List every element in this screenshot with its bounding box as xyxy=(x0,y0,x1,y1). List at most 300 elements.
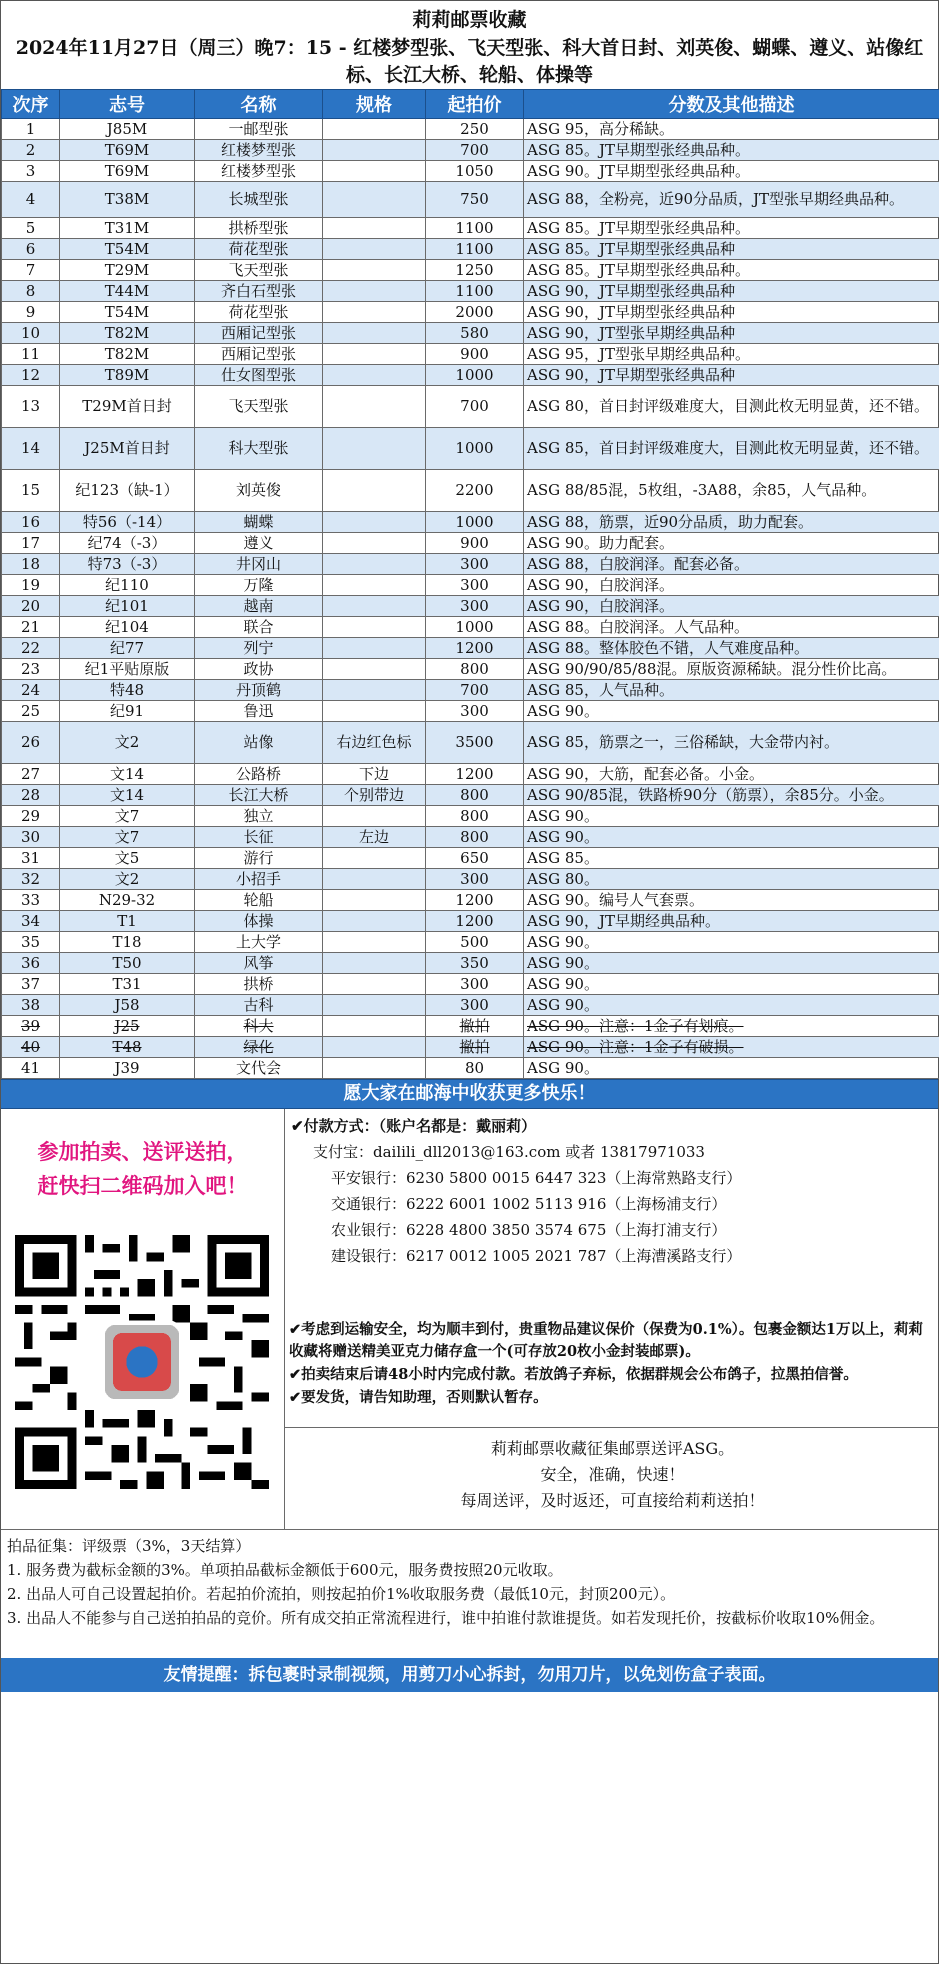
lot-code: 特48 xyxy=(60,680,195,701)
lot-number: 29 xyxy=(2,806,60,827)
lot-description: ASG 90，JT早期型张经典品种 xyxy=(524,302,939,323)
lot-name: 轮船 xyxy=(195,890,323,911)
lot-name: 丹顶鹤 xyxy=(195,680,323,701)
lot-name: 井冈山 xyxy=(195,554,323,575)
lot-start-price: 1050 xyxy=(426,161,524,182)
lot-name: 遵义 xyxy=(195,533,323,554)
lot-start-price: 1250 xyxy=(426,260,524,281)
lot-code: 纪91 xyxy=(60,701,195,722)
lot-code: 文7 xyxy=(60,827,195,848)
lot-number: 22 xyxy=(2,638,60,659)
table-row xyxy=(2,974,939,995)
table-row xyxy=(2,932,939,953)
rule-item: 2. 出品人可自己设置起拍价。若起拍价流拍，则按起拍价1%收取服务费（最低10元，封顶200元）。 xyxy=(7,1585,676,1603)
lot-code: 文7 xyxy=(60,806,195,827)
lot-description: ASG 88，白胶润泽。配套必备。 xyxy=(524,554,939,575)
lot-spec xyxy=(323,911,426,932)
lot-code: 文5 xyxy=(60,848,195,869)
lot-start-price: 700 xyxy=(426,140,524,161)
lot-code: 特56（-14） xyxy=(60,512,195,533)
lot-spec xyxy=(323,260,426,281)
lot-code: T31M xyxy=(60,218,195,239)
lot-name: 红楼梦型张 xyxy=(195,161,323,182)
note-shipping: ✔考虑到运输安全，均为顺丰到付，贵重物品建议保价（保费为0.1%）。包裹金额达1万以上，莉莉收藏将赠送精美亚克力储存盒一个(可存放20枚小金封装邮票)。 xyxy=(289,1321,923,1360)
lot-start-price: 300 xyxy=(426,575,524,596)
lot-code: T69M xyxy=(60,161,195,182)
lot-code: T82M xyxy=(60,344,195,365)
lot-name: 红楼梦型张 xyxy=(195,140,323,161)
lot-description: ASG 85，人气品种。 xyxy=(524,680,939,701)
lot-code: T69M xyxy=(60,140,195,161)
lot-code: J85M xyxy=(60,119,195,140)
table-row xyxy=(2,911,939,932)
lot-start-price: 1100 xyxy=(426,218,524,239)
lot-code: T82M xyxy=(60,323,195,344)
table-row xyxy=(2,827,939,848)
lot-number: 4 xyxy=(2,182,60,218)
lot-spec xyxy=(323,932,426,953)
lot-number: 3 xyxy=(2,161,60,182)
slogan-line: 每周送评，及时返还，可直接给莉莉送拍！ xyxy=(460,1491,765,1510)
lot-start-price: 800 xyxy=(426,659,524,680)
lot-number: 20 xyxy=(2,596,60,617)
alipay-line: 支付宝：dailili_dll2013@163.com 或者 13817971033 xyxy=(313,1143,705,1161)
lot-number: 21 xyxy=(2,617,60,638)
table-row xyxy=(2,323,939,344)
table-row xyxy=(2,1037,939,1058)
bank-line: 农业银行：6228 4800 3850 3574 675（上海打浦支行） xyxy=(331,1221,727,1239)
lot-name: 站像 xyxy=(195,722,323,764)
lot-code: 纪77 xyxy=(60,638,195,659)
table-row xyxy=(2,848,939,869)
lot-start-price: 300 xyxy=(426,596,524,617)
table-row xyxy=(2,806,939,827)
slogan-box xyxy=(285,1427,939,1529)
lot-description: ASG 90。 xyxy=(524,806,939,827)
lot-start-price: 900 xyxy=(426,533,524,554)
lot-spec xyxy=(323,161,426,182)
lot-number: 5 xyxy=(2,218,60,239)
table-row xyxy=(2,218,939,239)
table-row xyxy=(2,161,939,182)
page-title: 莉莉邮票收藏 xyxy=(412,9,527,31)
header-no: 次序 xyxy=(2,90,60,119)
lot-number: 17 xyxy=(2,533,60,554)
note-delivery: ✔要发货，请告知助理，否则默认暂存。 xyxy=(289,1389,548,1406)
table-row xyxy=(2,365,939,386)
lot-number: 7 xyxy=(2,260,60,281)
lot-number: 24 xyxy=(2,680,60,701)
lot-start-price: 900 xyxy=(426,344,524,365)
lot-code: T29M xyxy=(60,260,195,281)
lot-spec xyxy=(323,638,426,659)
lot-number: 38 xyxy=(2,995,60,1016)
lot-number: 12 xyxy=(2,365,60,386)
lot-name: 科大型张 xyxy=(195,428,323,470)
bank-line: 建设银行：6217 0012 1005 2021 787（上海漕溪路支行） xyxy=(331,1247,742,1265)
lot-code: 纪101 xyxy=(60,596,195,617)
lot-code: T48 xyxy=(60,1037,195,1058)
lot-number: 25 xyxy=(2,701,60,722)
header-code: 志号 xyxy=(60,90,195,119)
lot-start-price: 撤拍 xyxy=(426,1037,524,1058)
lot-name: 荷花型张 xyxy=(195,239,323,260)
table-row xyxy=(2,869,939,890)
lot-description: ASG 88，筋票，近90分品质，助力配套。 xyxy=(524,512,939,533)
slogan-line: 安全，准确，快速！ xyxy=(540,1465,685,1484)
lot-description: ASG 90。 xyxy=(524,701,939,722)
lot-code: T44M xyxy=(60,281,195,302)
lot-code: T31 xyxy=(60,974,195,995)
lot-code: T54M xyxy=(60,239,195,260)
lot-spec xyxy=(323,617,426,638)
lot-start-price: 500 xyxy=(426,932,524,953)
table-row xyxy=(2,119,939,140)
lot-number: 15 xyxy=(2,470,60,512)
lot-start-price: 1200 xyxy=(426,638,524,659)
lot-description: ASG 90。编号人气套票。 xyxy=(524,890,939,911)
table-row xyxy=(2,680,939,701)
lot-start-price: 650 xyxy=(426,848,524,869)
lot-spec xyxy=(323,680,426,701)
lot-name: 风筝 xyxy=(195,953,323,974)
table-row xyxy=(2,722,939,764)
lot-number: 6 xyxy=(2,239,60,260)
lot-description: ASG 90，JT早期型张经典品种 xyxy=(524,365,939,386)
reminder-banner: 友情提醒：拆包裹时录制视频，用剪刀小心拆封，勿用刀片，以免划伤盒子表面。 xyxy=(1,1658,938,1692)
lot-number: 1 xyxy=(2,119,60,140)
lot-start-price: 1200 xyxy=(426,911,524,932)
lot-start-price: 1000 xyxy=(426,617,524,638)
lot-name: 绿化 xyxy=(195,1037,323,1058)
lot-code: T38M xyxy=(60,182,195,218)
lot-spec xyxy=(323,596,426,617)
lot-code: T50 xyxy=(60,953,195,974)
lot-description: ASG 88。整体胶色不错，人气难度品种。 xyxy=(524,638,939,659)
lot-start-price: 250 xyxy=(426,119,524,140)
bank-line: 交通银行：6222 6001 1002 5113 916（上海杨浦支行） xyxy=(331,1195,727,1213)
lot-start-price: 800 xyxy=(426,785,524,806)
table-row xyxy=(2,890,939,911)
lot-name: 小招手 xyxy=(195,869,323,890)
lot-spec: 右边红色标 xyxy=(323,722,426,764)
lot-start-price: 800 xyxy=(426,827,524,848)
lot-description: ASG 90，JT型张早期经典品种 xyxy=(524,323,939,344)
lot-number: 10 xyxy=(2,323,60,344)
lot-name: 联合 xyxy=(195,617,323,638)
table-row xyxy=(2,428,939,470)
lot-name: 飞天型张 xyxy=(195,386,323,428)
lot-code: 文14 xyxy=(60,785,195,806)
lot-number: 18 xyxy=(2,554,60,575)
lot-start-price: 800 xyxy=(426,806,524,827)
lot-code: J25 xyxy=(60,1016,195,1037)
lot-start-price: 3500 xyxy=(426,722,524,764)
rule-item: 1. 服务费为截标金额的3%。单项拍品截标金额低于600元，服务费按照20元收取。 xyxy=(7,1561,563,1579)
table-row xyxy=(2,995,939,1016)
lot-name: 西厢记型张 xyxy=(195,344,323,365)
lot-start-price: 1200 xyxy=(426,890,524,911)
lot-spec xyxy=(323,281,426,302)
payment-heading: ✔付款方式：（账户名都是：戴丽莉） xyxy=(291,1117,537,1135)
lot-number: 30 xyxy=(2,827,60,848)
lot-description: ASG 90。 xyxy=(524,1058,939,1079)
table-row xyxy=(2,617,939,638)
lot-name: 越南 xyxy=(195,596,323,617)
lot-description: ASG 88/85混，5枚组，-3A88，余85，人气品种。 xyxy=(524,470,939,512)
lot-description: ASG 90/90/85/88混。原版资源稀缺。混分性价比高。 xyxy=(524,659,939,680)
lot-code: 纪1平贴原版 xyxy=(60,659,195,680)
lot-spec xyxy=(323,119,426,140)
lot-name: 仕女图型张 xyxy=(195,365,323,386)
rule-item: 3. 出品人不能参与自己送拍拍品的竞价。所有成交拍正常流程进行，谁中拍谁付款谁提货。如若发现托价，按截标价收取10%佣金。 xyxy=(7,1609,885,1627)
lot-number: 28 xyxy=(2,785,60,806)
lot-name: 文代会 xyxy=(195,1058,323,1079)
lot-description: ASG 85。JT早期型张经典品种。 xyxy=(524,140,939,161)
lot-start-price: 80 xyxy=(426,1058,524,1079)
lot-spec xyxy=(323,890,426,911)
lot-spec xyxy=(323,140,426,161)
lot-start-price: 300 xyxy=(426,869,524,890)
lot-name: 万隆 xyxy=(195,575,323,596)
lot-spec: 左边 xyxy=(323,827,426,848)
lot-description: ASG 90。助力配套。 xyxy=(524,533,939,554)
lot-start-price: 580 xyxy=(426,323,524,344)
header-description: 分数及其他描述 xyxy=(524,90,939,119)
table-row xyxy=(2,386,939,428)
lot-start-price: 300 xyxy=(426,701,524,722)
lot-name: 蝴蝶 xyxy=(195,512,323,533)
lot-number: 35 xyxy=(2,932,60,953)
lot-code: J58 xyxy=(60,995,195,1016)
shipping-notes xyxy=(289,1319,935,1410)
table-row xyxy=(2,596,939,617)
table-row xyxy=(2,260,939,281)
lot-spec xyxy=(323,428,426,470)
qr-code[interactable] xyxy=(15,1235,269,1489)
lot-spec xyxy=(323,1058,426,1079)
table-row xyxy=(2,701,939,722)
lot-name: 鲁迅 xyxy=(195,701,323,722)
lot-number: 39 xyxy=(2,1016,60,1037)
lot-start-price: 300 xyxy=(426,554,524,575)
table-row xyxy=(2,281,939,302)
lot-description: ASG 90。JT早期型张经典品种。 xyxy=(524,161,939,182)
lot-spec xyxy=(323,806,426,827)
lot-start-price: 1000 xyxy=(426,428,524,470)
lot-start-price: 1000 xyxy=(426,512,524,533)
lot-spec xyxy=(323,218,426,239)
table-row xyxy=(2,554,939,575)
lot-name: 游行 xyxy=(195,848,323,869)
header-name: 名称 xyxy=(195,90,323,119)
lot-number: 16 xyxy=(2,512,60,533)
lot-spec xyxy=(323,869,426,890)
lot-description: ASG 85，筋票之一，三俗稀缺，大金带内衬。 xyxy=(524,722,939,764)
lot-code: 纪104 xyxy=(60,617,195,638)
lot-code: 纪74（-3） xyxy=(60,533,195,554)
lot-code: 特73（-3） xyxy=(60,554,195,575)
lot-name: 荷花型张 xyxy=(195,302,323,323)
table-row xyxy=(2,638,939,659)
lot-number: 27 xyxy=(2,764,60,785)
lot-spec xyxy=(323,701,426,722)
lot-start-price: 撤拍 xyxy=(426,1016,524,1037)
table-row xyxy=(2,785,939,806)
lot-description: ASG 80。 xyxy=(524,869,939,890)
lot-name: 拱桥型张 xyxy=(195,218,323,239)
rules-heading: 拍品征集：评级票（3%，3天结算） xyxy=(7,1537,251,1555)
lot-spec xyxy=(323,182,426,218)
lot-start-price: 750 xyxy=(426,182,524,218)
lot-code: T18 xyxy=(60,932,195,953)
lot-spec xyxy=(323,953,426,974)
lot-number: 33 xyxy=(2,890,60,911)
lot-name: 上大学 xyxy=(195,932,323,953)
lot-number: 40 xyxy=(2,1037,60,1058)
lot-code: T89M xyxy=(60,365,195,386)
lot-description: ASG 90。注意：1金子有划痕。 xyxy=(524,1016,939,1037)
lot-name: 长征 xyxy=(195,827,323,848)
lot-spec xyxy=(323,974,426,995)
lot-name: 政协 xyxy=(195,659,323,680)
lot-code: J39 xyxy=(60,1058,195,1079)
lot-description: ASG 95，JT型张早期经典品种。 xyxy=(524,344,939,365)
lot-name: 独立 xyxy=(195,806,323,827)
lot-number: 14 xyxy=(2,428,60,470)
lot-description: ASG 90，大筋，配套必备。小金。 xyxy=(524,764,939,785)
promo-line-2: 赶快扫二维码加入吧！ xyxy=(37,1173,248,1198)
lot-description: ASG 88，全粉亮，近90分品质，JT型张早期经典品种。 xyxy=(524,182,939,218)
lot-start-price: 350 xyxy=(426,953,524,974)
lot-number: 11 xyxy=(2,344,60,365)
lot-number: 2 xyxy=(2,140,60,161)
lot-spec xyxy=(323,1016,426,1037)
table-row xyxy=(2,575,939,596)
lot-code: 纪110 xyxy=(60,575,195,596)
lot-code: 文2 xyxy=(60,722,195,764)
lots-table xyxy=(1,89,939,1079)
table-row xyxy=(2,533,939,554)
lot-description: ASG 85。JT早期型张经典品种。 xyxy=(524,218,939,239)
lot-description: ASG 90/85混，铁路桥90分（筋票），余85分。小金。 xyxy=(524,785,939,806)
table-row xyxy=(2,953,939,974)
lot-spec xyxy=(323,302,426,323)
lot-spec xyxy=(323,386,426,428)
lot-code: 纪123（缺-1） xyxy=(60,470,195,512)
table-row xyxy=(2,659,939,680)
lot-name: 列宁 xyxy=(195,638,323,659)
lot-description: ASG 95，高分稀缺。 xyxy=(524,119,939,140)
lot-number: 19 xyxy=(2,575,60,596)
payment-info xyxy=(291,1113,936,1269)
table-row xyxy=(2,1058,939,1079)
table-row xyxy=(2,182,939,218)
lot-number: 34 xyxy=(2,911,60,932)
slogan-line: 莉莉邮票收藏征集邮票送评ASG。 xyxy=(490,1439,735,1458)
lot-start-price: 2200 xyxy=(426,470,524,512)
lot-name: 长江大桥 xyxy=(195,785,323,806)
lot-code: T1 xyxy=(60,911,195,932)
promo-line-1: 参加拍卖、送评送拍， xyxy=(37,1139,248,1164)
lot-number: 8 xyxy=(2,281,60,302)
promo-panel xyxy=(1,1109,285,1529)
table-row xyxy=(2,470,939,512)
lot-name: 公路桥 xyxy=(195,764,323,785)
info-section xyxy=(1,1109,938,1530)
lot-spec xyxy=(323,554,426,575)
lot-name: 科大 xyxy=(195,1016,323,1037)
lot-description: ASG 90。 xyxy=(524,953,939,974)
lot-start-price: 700 xyxy=(426,680,524,701)
note-payment-deadline: ✔拍卖结束后请48小时内完成付款。若放鸽子弃标，依据群规会公布鸽子，拉黑拍信誉。 xyxy=(289,1366,858,1383)
lot-description: ASG 90。注意：1金子有破损。 xyxy=(524,1037,939,1058)
lot-spec xyxy=(323,470,426,512)
lot-spec xyxy=(323,512,426,533)
lot-start-price: 2000 xyxy=(426,302,524,323)
lot-spec xyxy=(323,344,426,365)
lot-code: N29-32 xyxy=(60,890,195,911)
lot-name: 刘英俊 xyxy=(195,470,323,512)
lot-name: 西厢记型张 xyxy=(195,323,323,344)
lot-description: ASG 85。JT早期型张经典品种。 xyxy=(524,260,939,281)
lot-description: ASG 90，白胶润泽。 xyxy=(524,575,939,596)
lot-number: 41 xyxy=(2,1058,60,1079)
table-row xyxy=(2,512,939,533)
lot-code: 文2 xyxy=(60,869,195,890)
table-row xyxy=(2,302,939,323)
lot-spec xyxy=(323,1037,426,1058)
lot-code: 文14 xyxy=(60,764,195,785)
table-row xyxy=(2,140,939,161)
table-header-row xyxy=(2,90,939,119)
lot-description: ASG 88。白胶润泽。人气品种。 xyxy=(524,617,939,638)
lot-description: ASG 90。 xyxy=(524,932,939,953)
lot-code: J25M首日封 xyxy=(60,428,195,470)
lot-description: ASG 90，JT早期型张经典品种 xyxy=(524,281,939,302)
header-spec: 规格 xyxy=(323,90,426,119)
lot-spec xyxy=(323,848,426,869)
lot-number: 37 xyxy=(2,974,60,995)
lot-number: 31 xyxy=(2,848,60,869)
lot-name: 齐白石型张 xyxy=(195,281,323,302)
lot-number: 36 xyxy=(2,953,60,974)
bank-line: 平安银行：6230 5800 0015 6447 323（上海常熟路支行） xyxy=(331,1169,742,1187)
table-row xyxy=(2,1016,939,1037)
lot-start-price: 300 xyxy=(426,974,524,995)
lot-name: 古科 xyxy=(195,995,323,1016)
lot-spec xyxy=(323,365,426,386)
consignment-rules xyxy=(1,1530,938,1658)
lot-spec xyxy=(323,995,426,1016)
header-start-price: 起拍价 xyxy=(426,90,524,119)
table-row xyxy=(2,239,939,260)
lot-name: 拱桥 xyxy=(195,974,323,995)
lot-start-price: 1200 xyxy=(426,764,524,785)
lot-description: ASG 90。 xyxy=(524,827,939,848)
lot-name: 长城型张 xyxy=(195,182,323,218)
table-row xyxy=(2,764,939,785)
lot-start-price: 300 xyxy=(426,995,524,1016)
lot-spec: 下边 xyxy=(323,764,426,785)
lot-code: T54M xyxy=(60,302,195,323)
lot-description: ASG 85。JT早期型张经典品种 xyxy=(524,239,939,260)
lot-name: 飞天型张 xyxy=(195,260,323,281)
lot-start-price: 700 xyxy=(426,386,524,428)
lot-description: ASG 85。 xyxy=(524,848,939,869)
lot-description: ASG 90，白胶润泽。 xyxy=(524,596,939,617)
lot-number: 9 xyxy=(2,302,60,323)
